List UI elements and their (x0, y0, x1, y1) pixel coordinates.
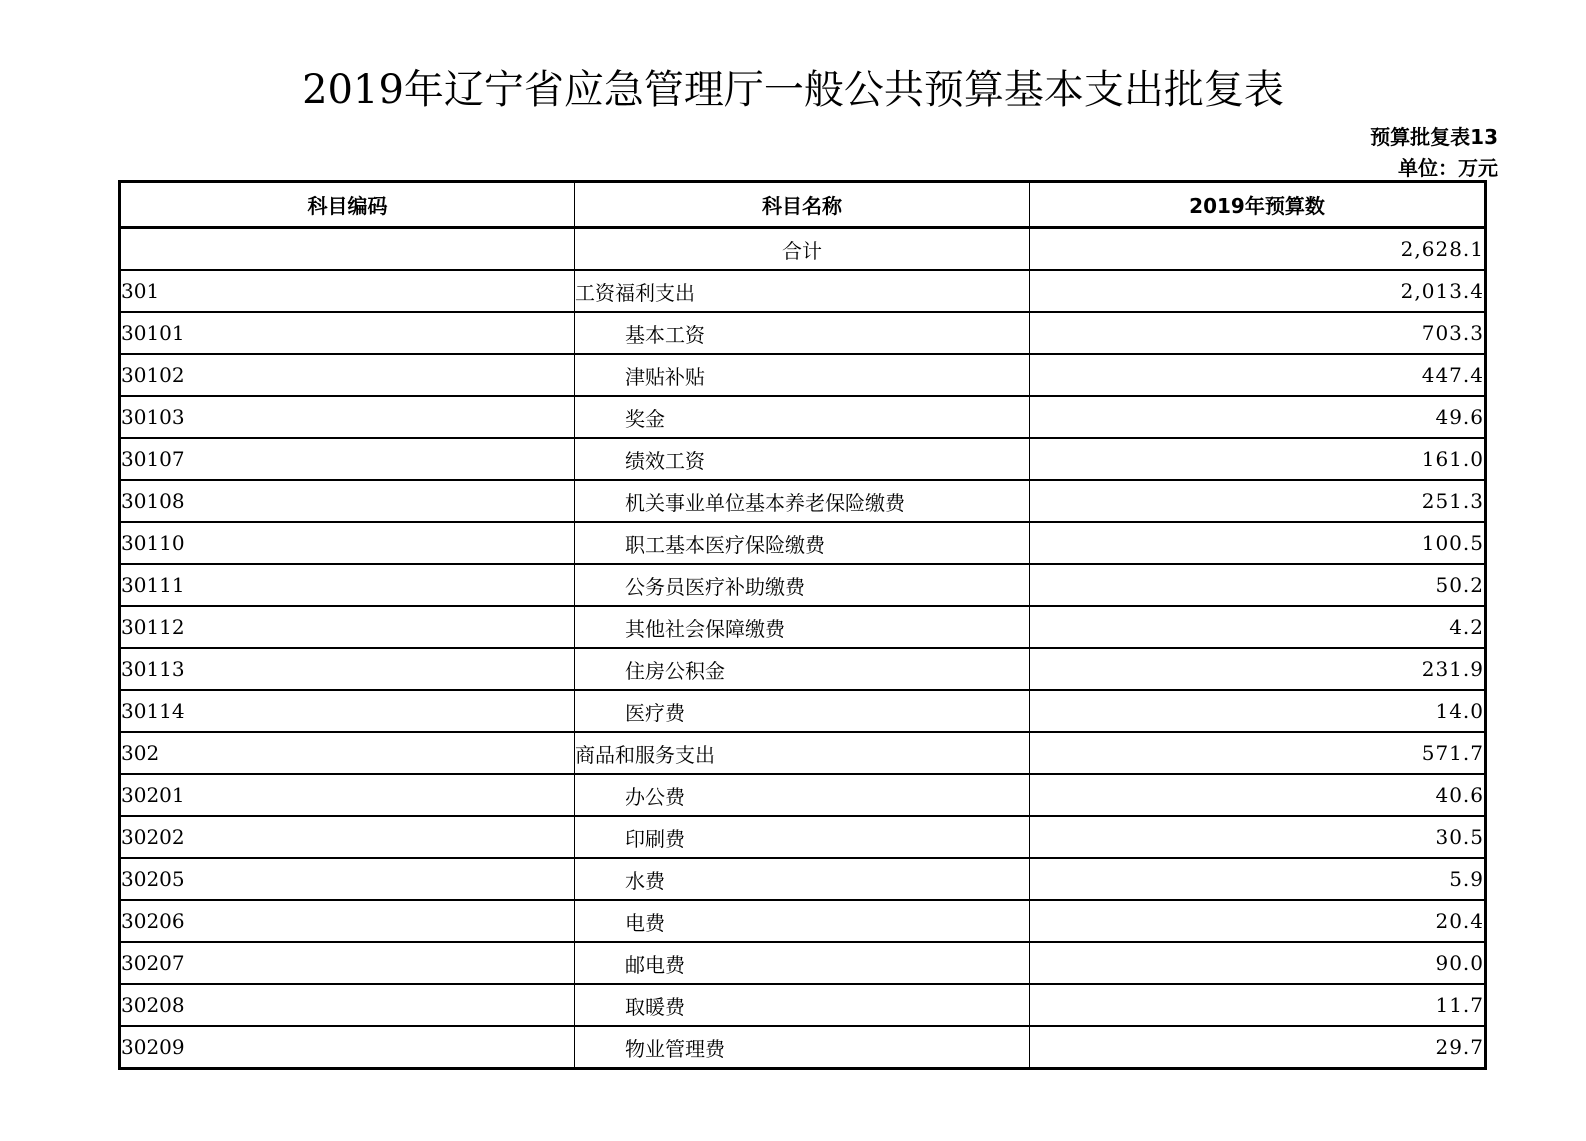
cell-name: 水费 (575, 858, 1030, 900)
table-row (120, 816, 1486, 858)
cell-name: 合计 (575, 228, 1030, 271)
cell-amount: 2,013.4 (1030, 270, 1486, 312)
cell-code: 30113 (120, 648, 575, 690)
cell-name: 商品和服务支出 (575, 732, 1030, 774)
cell-code: 30201 (120, 774, 575, 816)
table-row (120, 984, 1486, 1026)
table-row (120, 312, 1486, 354)
table-row-total (120, 228, 1486, 271)
cell-amount: 4.2 (1030, 606, 1486, 648)
header-code: 科目编码 (120, 182, 575, 228)
cell-amount: 40.6 (1030, 774, 1486, 816)
table-row (120, 606, 1486, 648)
cell-code: 30202 (120, 816, 575, 858)
header-amount: 2019年预算数 (1030, 182, 1486, 228)
table-row (120, 564, 1486, 606)
cell-amount: 251.3 (1030, 480, 1486, 522)
table-row (120, 690, 1486, 732)
cell-amount: 29.7 (1030, 1026, 1486, 1069)
cell-amount: 14.0 (1030, 690, 1486, 732)
cell-amount: 11.7 (1030, 984, 1486, 1026)
cell-name: 邮电费 (575, 942, 1030, 984)
cell-code: 30114 (120, 690, 575, 732)
table-row (120, 900, 1486, 942)
table-row (120, 648, 1486, 690)
page-title: 2019年辽宁省应急管理厅一般公共预算基本支出批复表 (302, 67, 1284, 113)
table-row (120, 1026, 1486, 1069)
table-row (120, 354, 1486, 396)
table-number: 预算批复表13 (1370, 125, 1498, 149)
unit-label: 单位：万元 (1398, 156, 1498, 180)
cell-amount: 703.3 (1030, 312, 1486, 354)
table-row (120, 270, 1486, 312)
cell-code: 30102 (120, 354, 575, 396)
cell-name: 基本工资 (575, 312, 1030, 354)
table-row (120, 396, 1486, 438)
cell-name: 津贴补贴 (575, 354, 1030, 396)
cell-amount: 571.7 (1030, 732, 1486, 774)
cell-code: 30209 (120, 1026, 575, 1069)
cell-name: 印刷费 (575, 816, 1030, 858)
cell-amount: 50.2 (1030, 564, 1486, 606)
cell-amount: 2,628.1 (1030, 228, 1486, 271)
cell-amount: 30.5 (1030, 816, 1486, 858)
header-name: 科目名称 (575, 182, 1030, 228)
cell-code: 301 (120, 270, 575, 312)
cell-code: 30110 (120, 522, 575, 564)
cell-name: 公务员医疗补助缴费 (575, 564, 1030, 606)
cell-name: 绩效工资 (575, 438, 1030, 480)
cell-name: 电费 (575, 900, 1030, 942)
cell-name: 其他社会保障缴费 (575, 606, 1030, 648)
table-header-row (120, 182, 1486, 228)
cell-amount: 231.9 (1030, 648, 1486, 690)
cell-name: 医疗费 (575, 690, 1030, 732)
table-row (120, 522, 1486, 564)
cell-code: 30207 (120, 942, 575, 984)
cell-name: 取暖费 (575, 984, 1030, 1026)
cell-name: 工资福利支出 (575, 270, 1030, 312)
cell-code: 302 (120, 732, 575, 774)
cell-code: 30112 (120, 606, 575, 648)
cell-code (120, 228, 575, 271)
cell-code: 30208 (120, 984, 575, 1026)
table-row (120, 942, 1486, 984)
cell-code: 30111 (120, 564, 575, 606)
cell-amount: 161.0 (1030, 438, 1486, 480)
cell-name: 机关事业单位基本养老保险缴费 (575, 480, 1030, 522)
cell-code: 30108 (120, 480, 575, 522)
cell-amount: 90.0 (1030, 942, 1486, 984)
cell-code: 30205 (120, 858, 575, 900)
cell-name: 奖金 (575, 396, 1030, 438)
table-row (120, 438, 1486, 480)
cell-code: 30107 (120, 438, 575, 480)
cell-code: 30206 (120, 900, 575, 942)
table-row (120, 732, 1486, 774)
budget-table (118, 180, 1487, 1070)
cell-code: 30101 (120, 312, 575, 354)
cell-amount: 49.6 (1030, 396, 1486, 438)
table-row (120, 858, 1486, 900)
cell-name: 住房公积金 (575, 648, 1030, 690)
cell-name: 办公费 (575, 774, 1030, 816)
cell-amount: 447.4 (1030, 354, 1486, 396)
cell-amount: 100.5 (1030, 522, 1486, 564)
cell-amount: 5.9 (1030, 858, 1486, 900)
cell-name: 职工基本医疗保险缴费 (575, 522, 1030, 564)
cell-amount: 20.4 (1030, 900, 1486, 942)
cell-code: 30103 (120, 396, 575, 438)
table-row (120, 480, 1486, 522)
table-row (120, 774, 1486, 816)
cell-name: 物业管理费 (575, 1026, 1030, 1069)
